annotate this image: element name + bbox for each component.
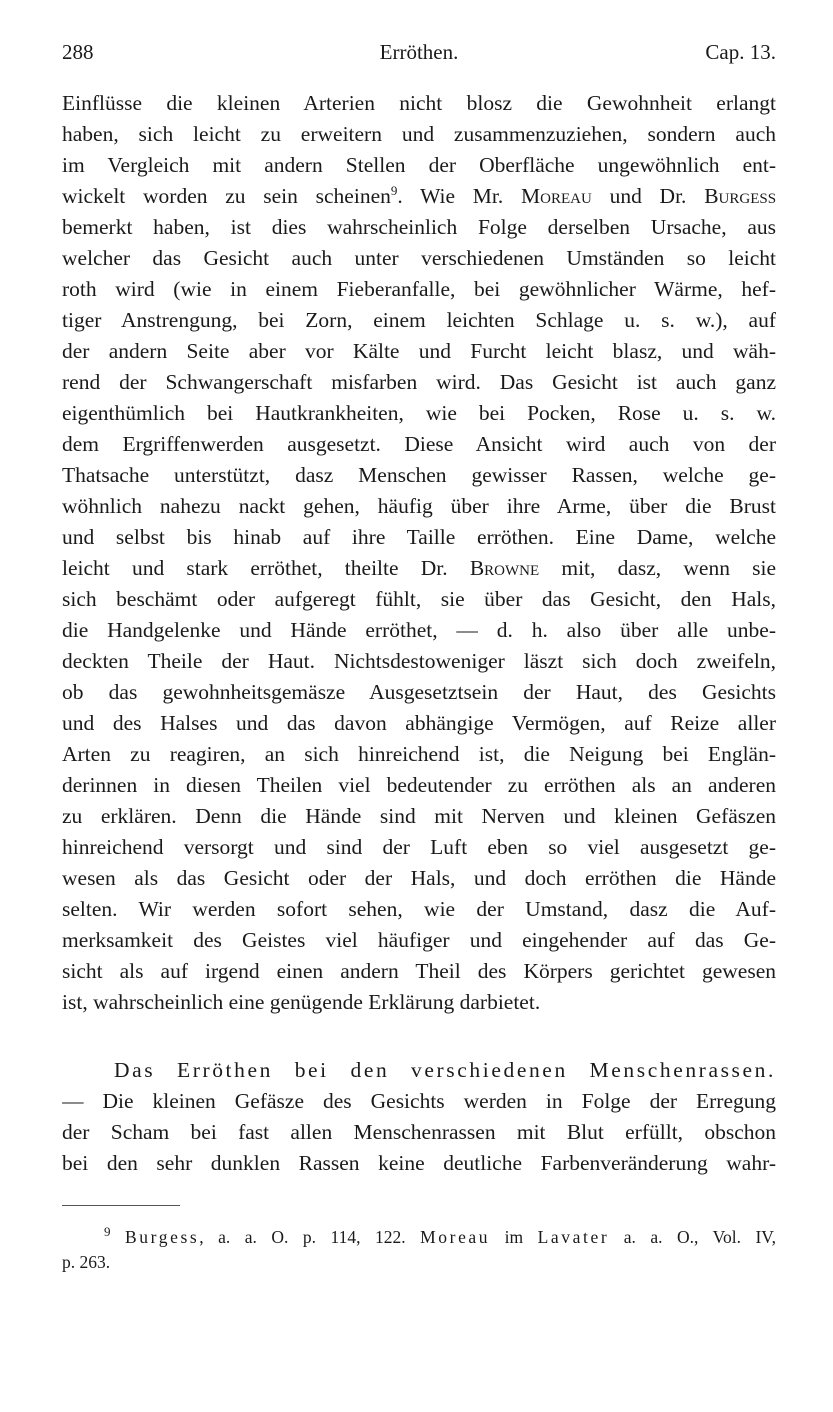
text-line: merksamkeit des Geistes viel häufiger und eingehender auf das Ge- bbox=[62, 928, 776, 952]
running-title: Erröthen. bbox=[379, 40, 459, 64]
page-number: 288 bbox=[62, 40, 94, 64]
footnote-author: Burgess bbox=[125, 1227, 200, 1247]
text-line: selten. Wir werden sofort sehen, wie der Umstand, dasz die Auf- bbox=[62, 897, 776, 921]
text-line: und selbst bis hinab auf ihre Taille erröthen. Eine Dame, welche bbox=[62, 525, 776, 549]
text-line: welcher das Gesicht auch unter verschiedenen Umständen so leicht bbox=[62, 246, 776, 270]
text-line: im Vergleich mit andern Stellen der Oberfläche ungewöhnlich ent- bbox=[62, 153, 776, 177]
text-line: roth wird (wie in einem Fieberanfalle, bei gewöhnlicher Wärme, hef- bbox=[62, 277, 776, 301]
footnote-reference: 9 bbox=[390, 182, 398, 198]
text-line bbox=[62, 553, 776, 584]
text-line: — Die kleinen Gefäsze des Gesichts werden in Folge der Erregung bbox=[62, 1089, 776, 1113]
text-line: wöhnlich nahezu nackt gehen, häufig über ihre Arme, über die Brust bbox=[62, 494, 776, 518]
text-line: derinnen in diesen Theilen viel bedeutender zu erröthen als an anderen bbox=[62, 773, 776, 797]
text-line: die Handgelenke und Hände erröthet, — d. h. also über alle unbe- bbox=[62, 618, 776, 642]
footnote-marker: 9 bbox=[104, 1224, 111, 1240]
text-line: rend der Schwangerschaft misfarben wird. Das Gesicht ist auch ganz bbox=[62, 370, 776, 394]
text-line: eigenthümlich bei Hautkrankheiten, wie bei Pocken, Rose u. s. w. bbox=[62, 401, 776, 425]
author-name: Burgess bbox=[704, 184, 776, 208]
line-segment: wickelt worden zu sein scheinen bbox=[62, 184, 391, 208]
text-line: hinreichend versorgt und sind der Luft eben so viel ausgesetzt ge- bbox=[62, 835, 776, 859]
text-line: Thatsache unterstützt, dasz Menschen gewisser Rassen, welche ge- bbox=[62, 463, 776, 487]
paragraph-1 bbox=[62, 88, 776, 1018]
text-line: deckten Theile der Haut. Nichtsdestoweniger läszt sich doch zweifeln, bbox=[62, 649, 776, 673]
text-line: der Scham bei fast allen Menschenrassen mit Blut erfüllt, obschon bbox=[62, 1120, 776, 1144]
footnote-work: Lavater bbox=[537, 1227, 610, 1247]
line-segment: und Dr. bbox=[609, 184, 687, 208]
line-segment: mit, dasz, wenn sie bbox=[561, 556, 776, 580]
footnote-line bbox=[62, 1225, 776, 1250]
text-line: Einflüsse die kleinen Arterien nicht blosz die Gewohnheit erlangt bbox=[62, 91, 776, 115]
text-line: dem Ergriffenwerden ausgesetzt. Diese Ansicht wird auch von der bbox=[62, 432, 776, 456]
footnote-line: p. 263. bbox=[62, 1252, 111, 1272]
footnote-segment: im bbox=[504, 1227, 524, 1247]
text-line: tiger Anstrengung, bei Zorn, einem leichten Schlage u. s. w.), auf bbox=[62, 308, 776, 332]
text-line: ob das gewohnheitsgemäsze Ausgesetztsein der Haut, des Gesichts bbox=[62, 680, 776, 704]
paragraph-2 bbox=[62, 1055, 776, 1179]
footnote bbox=[62, 1225, 776, 1275]
text-line: sicht als auf irgend einen andern Theil des Körpers gerichtet gewesen bbox=[62, 959, 776, 983]
line-segment: leicht und stark erröthet, theilte Dr. bbox=[62, 556, 448, 580]
text-line: Arten zu reagiren, an sich hinreichend ist, die Neigung bei Englän- bbox=[62, 742, 776, 766]
text-line: und des Halses und das davon abhängige Vermögen, auf Reize aller bbox=[62, 711, 776, 735]
text-line: wesen als das Gesicht oder der Hals, und doch erröthen die Hände bbox=[62, 866, 776, 890]
text-line: ist, wahrscheinlich eine genügende Erklärung darbietet. bbox=[62, 990, 541, 1014]
footnote-author: Moreau bbox=[420, 1227, 491, 1247]
author-name: Moreau bbox=[521, 184, 592, 208]
text-line: bei den sehr dunklen Rassen keine deutliche Farbenveränderung wahr- bbox=[62, 1151, 776, 1175]
section-heading: Das Erröthen bei den verschiedenen Menschenrassen. bbox=[114, 1058, 776, 1082]
text-line: bemerkt haben, ist dies wahrscheinlich Folge derselben Ursache, aus bbox=[62, 215, 776, 239]
chapter-label: Cap. 13. bbox=[705, 40, 776, 64]
line-segment: . Wie Mr. bbox=[397, 184, 504, 208]
text-line bbox=[62, 181, 776, 212]
footnote-segment: , a. a. O. p. 114, 122. bbox=[199, 1227, 406, 1247]
text-line: sich beschämt oder aufgeregt fühlt, sie über das Gesicht, den Hals, bbox=[62, 587, 776, 611]
author-name: Browne bbox=[469, 556, 540, 580]
footnote-segment: a. a. O., Vol. IV, bbox=[623, 1227, 777, 1247]
text-line: zu erklären. Denn die Hände sind mit Nerven und kleinen Gefäszen bbox=[62, 804, 776, 828]
text-line: haben, sich leicht zu erweitern und zusammenzuziehen, sondern auch bbox=[62, 122, 776, 146]
text-line: der andern Seite aber vor Kälte und Furcht leicht blasz, und wäh- bbox=[62, 339, 776, 363]
footnote-divider bbox=[62, 1205, 180, 1206]
running-header bbox=[62, 40, 776, 70]
